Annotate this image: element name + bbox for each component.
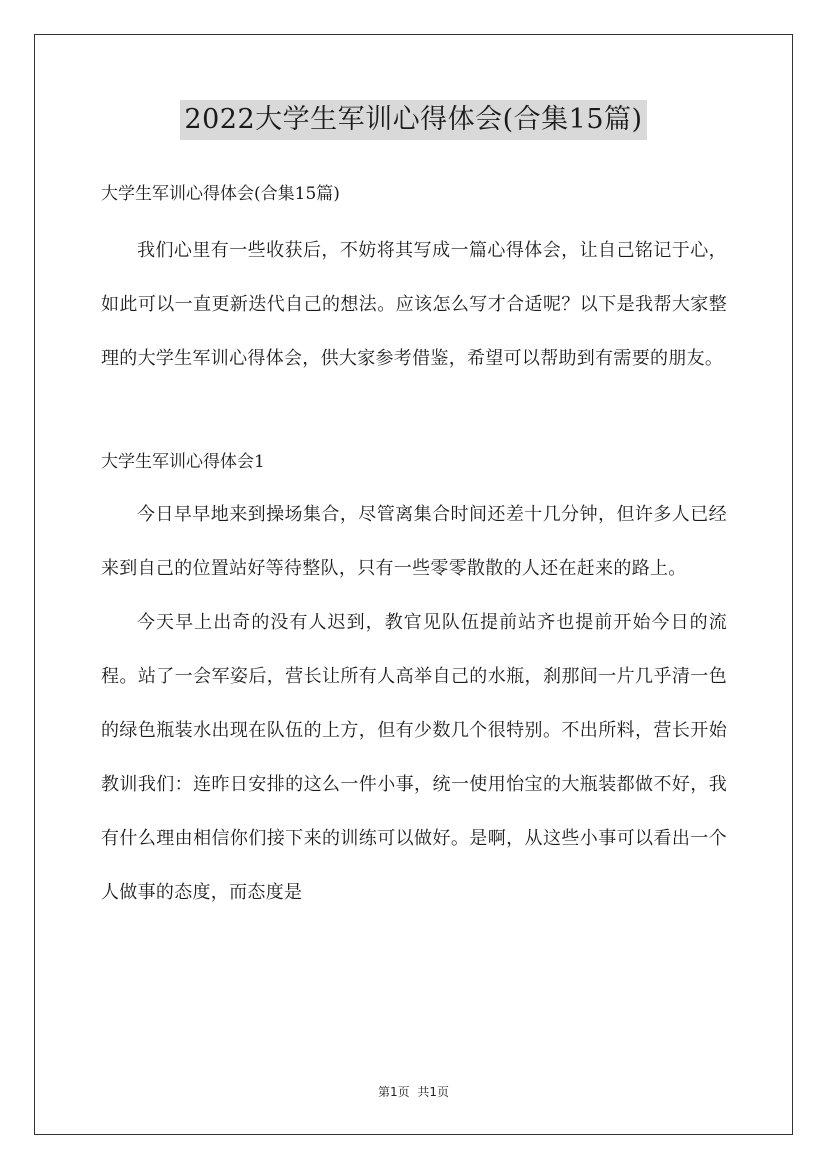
document-subtitle: 大学生军训心得体会(合集15篇) bbox=[101, 184, 340, 204]
page-number: 第1页 bbox=[377, 1085, 410, 1099]
page-total: 共1页 bbox=[417, 1085, 450, 1099]
body-paragraph-1: 今日早早地来到操场集合，尽管离集合时间还差十几分钟，但许多人已经来到自己的位置站好等待整队，只有一些零零散散的人还在赶来的路上。 bbox=[101, 504, 727, 579]
body-paragraph-2: 今天早上出奇的没有人迟到，教官见队伍提前站齐也提前开始今日的流程。站了一会军姿后，营长让所有人高举自己的水瓶，刹那间一片几乎清一色的绿色瓶装水出现在队伍的上方，但有少数几个很特别。不出所料，营长开始教训我们：连昨日安排的这么一件小事，统一使用怡宝的大瓶装都做不好，我有什么理由相信你们接下来的训练可以做好。是啊，从这些小事可以看出一个人做事的态度，而态度是 bbox=[101, 612, 727, 903]
document-body bbox=[101, 178, 727, 920]
intro-paragraph: 我们心里有一些收获后，不妨将其写成一篇心得体会，让自己铭记于心，如此可以一直更新迭代自己的想法。应该怎么写才合适呢？以下是我帮大家整理的大学生军训心得体会，供大家参考借鉴，希望可以帮助到有需要的朋友。 bbox=[101, 240, 727, 369]
section-heading: 大学生军训心得体会1 bbox=[101, 452, 265, 472]
page-footer bbox=[0, 1083, 827, 1100]
title-container bbox=[0, 100, 827, 140]
document-title: 2022大学生军训心得体会(合集15篇) bbox=[180, 100, 646, 140]
